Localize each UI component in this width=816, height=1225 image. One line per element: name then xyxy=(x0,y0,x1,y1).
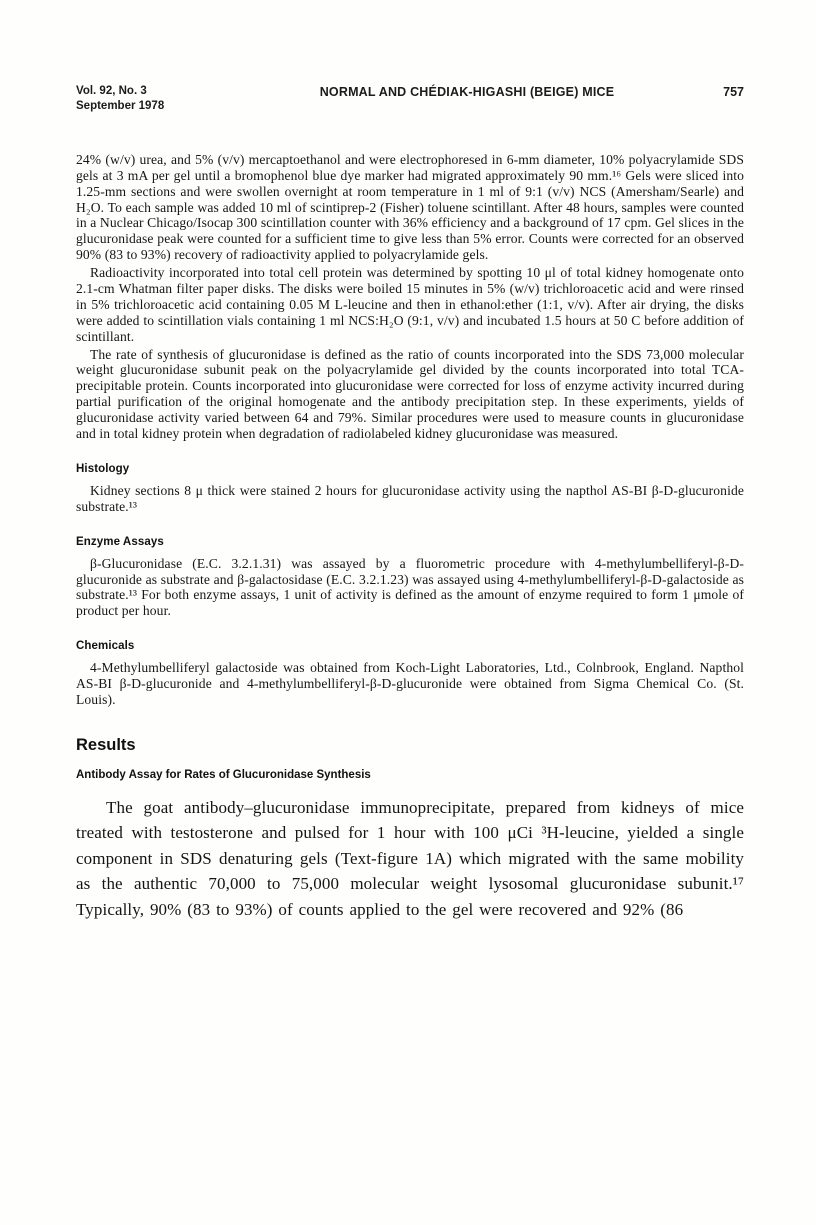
issue-info xyxy=(76,84,236,114)
enzyme-assays-section xyxy=(76,536,744,620)
date-line: September 1978 xyxy=(76,99,165,112)
enzyme-assays-heading: Enzyme Assays xyxy=(76,535,164,548)
enzyme-assays-paragraph: β-Glucuronidase (E.C. 3.2.1.31) was assayed by a fluorometric procedure with 4-methylumbelliferyl-β-D-glucuronide as substrate and β-galactosidase (E.C. 3.2.1.23) was assayed using 4-methylumbelliferyl-β-D-galactoside as substrate.¹³ For both enzyme assays, 1 unit of activity is defined as the amount of enzyme required to form 1 μmole of product per hour. xyxy=(76,555,744,619)
running-title: NORMAL AND CHÉDIAK-HIGASHI (BEIGE) MICE xyxy=(319,85,615,99)
page-number: 757 xyxy=(723,85,744,99)
antibody-assay-subheading: Antibody Assay for Rates of Glucuronidase Synthesis xyxy=(76,768,371,781)
methods-paragraph-3: The rate of synthesis of glucuronidase is defined as the ratio of counts incorporated into the SDS 73,000 molecular weight glucuronidase subunit peak on the polyacrylamide gel divided by the counts incorporated into total TCA-precipitable protein. Counts incorporated into glucuronidase were corrected for loss of enzyme activity incurred during partial purification of the original homogenate and the antibody precipitation step. In these experiments, yields of glucuronidase activity varied between 64 and 79%. Similar procedures were used to measure counts in glucuronidase and in total kidney protein when degradation of radiolabeled kidney glucuronidase was measured. xyxy=(76,346,744,442)
page-header xyxy=(76,84,744,114)
methods-paragraph-2: Radioactivity incorporated into total cell protein was determined by spotting 10 μl of total kidney homogenate onto 2.1-cm Whatman filter paper disks. The disks were boiled 15 minutes in 5% (w/v) trichloroacetic acid and were rinsed in 5% trichloroacetic acid containing 0.05 M L-leucine and then in ethanol:ether (1:1, v/v). After air drying, the disks were added to scintillation vials containing 1 ml NCS:H₂O (9:1, v/v) and incubated 1.5 hours at 50 C before addition of scintillant. xyxy=(76,265,744,344)
volume-line: Vol. 92, No. 3 xyxy=(76,85,147,97)
results-section xyxy=(76,736,744,923)
methods-paragraph-1: 24% (w/v) urea, and 5% (v/v) mercaptoethanol and were electrophoresed in 6-mm diameter, 10% polyacrylamide SDS gels at 3 mA per gel until a bromophenol blue dye marker had migrated approximately 90 mm.¹⁶ Gels were sliced into 1.25-mm sections and were swollen overnight at room temperature in 1 ml of 9:1 (v/v) NCS (Amersham/Searle) and H₂O. To each sample was added 10 ml of scintiprep-2 (Fisher) toluene scintillant. After 48 hours, samples were counted in a Nuclear Chicago/Isocap 300 scintillation counter with 36% efficiency and a background of 17 cpm. Gel slices in the glucuronidase peak were counted for a sufficient time to give less than 5% error. Counts were corrected for an observed 90% (83 to 93%) recovery of radioactivity applied to polyacrylamide gels. xyxy=(76,151,744,263)
histology-paragraph: Kidney sections 8 μ thick were stained 2 hours for glucuronidase activity using the napthol AS-BI β-D-glucuronide substrate.¹³ xyxy=(76,482,744,514)
chemicals-section xyxy=(76,640,744,708)
chemicals-paragraph: 4-Methylumbelliferyl galactoside was obtained from Koch-Light Laboratories, Ltd., Colnbrook, England. Napthol AS-BI β-D-glucuronide and 4-methylumbelliferyl-β-D-glucuronide were obtained from Sigma Chemical Co. (St. Louis). xyxy=(76,660,744,708)
results-paragraph: The goat antibody–glucuronidase immunoprecipitate, prepared from kidneys of mice treated with testosterone and pulsed for 1 hour with 100 μCi ³H-leucine, yielded a single component in SDS denaturing gels (Text-figure 1A) which migrated with the same mobility as the authentic 70,000 to 75,000 molecular weight lysosomal glucuronidase subunit.¹⁷ Typically, 90% (83 to 93%) of counts applied to the gel were recovered and 92% (86 xyxy=(76,797,744,919)
methods-continued-section xyxy=(76,152,744,442)
histology-heading: Histology xyxy=(76,462,130,475)
results-heading: Results xyxy=(76,735,136,754)
chemicals-heading: Chemicals xyxy=(76,640,135,653)
histology-section xyxy=(76,463,744,515)
